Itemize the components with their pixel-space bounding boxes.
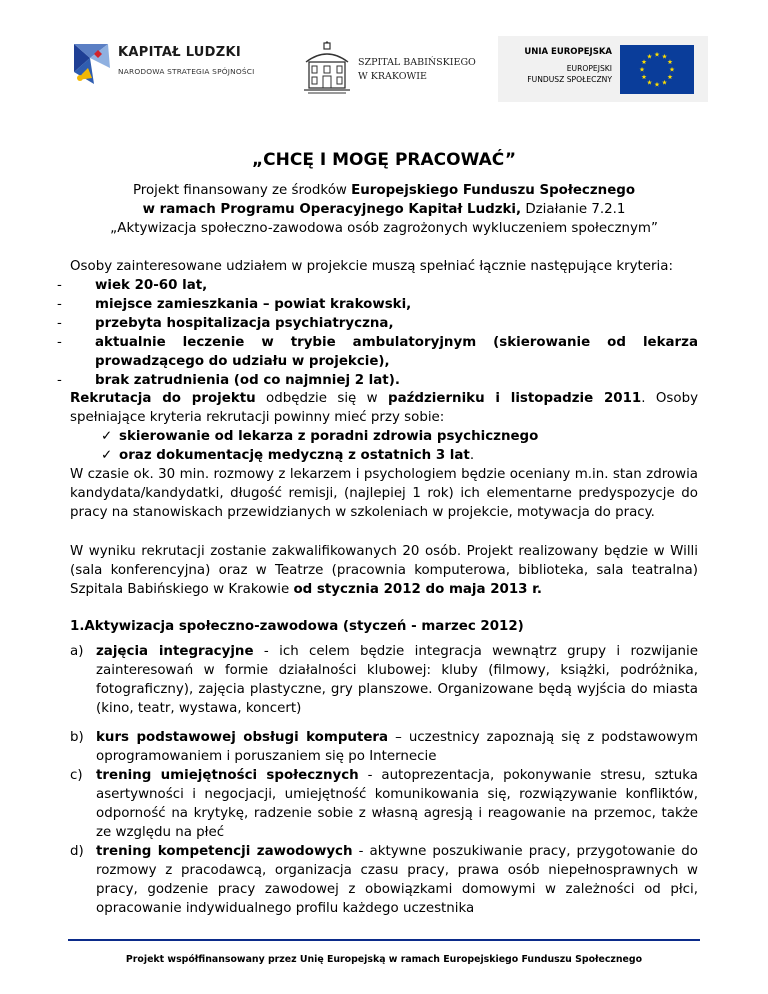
kapital-ludzki-logo: [68, 38, 268, 88]
header: [0, 0, 768, 125]
eu-star-icon: [642, 59, 647, 64]
recruitment-text-2: . Osoby spełniające kryteria rekrutacji powinny mieć przy sobie:: [70, 391, 698, 425]
check-icon: ✓: [101, 429, 113, 444]
activity-title: kurs podstawowej obsługi komputera: [96, 730, 389, 745]
eu-star-icon: [668, 74, 673, 79]
hospital-logo: [300, 40, 490, 100]
hospital-name-line1: SZPITAL BABIŃSKIEGO: [358, 57, 476, 68]
criteria-item-text: aktualnie leczenie w trybie ambulatoryjnym (skierowanie od lekarza prowadzącego do udziału w projekcie),: [95, 335, 698, 369]
check-icon: ✓: [101, 448, 113, 463]
criteria-item: [57, 276, 698, 295]
check-item: [70, 446, 698, 465]
eu-star-icon: [662, 80, 667, 85]
intro-program: w ramach Programu Operacyjnego Kapitał Ludzki,: [142, 202, 522, 217]
intro-subtitle: „Aktywizacja społeczno-zawodowa osób zagrożonych wykluczeniem społecznym”: [110, 221, 658, 236]
criteria-list: [57, 276, 698, 390]
check-item-text: skierowanie od lekarza z poradni zdrowia psychicznego: [119, 429, 539, 444]
check-item: [70, 427, 698, 446]
intro-text: Projekt finansowany ze środków: [132, 183, 352, 198]
eu-star-icon: [668, 59, 673, 64]
activity-letter: d): [70, 844, 84, 859]
section-1-list: [70, 642, 698, 918]
eu-star-icon: [640, 67, 645, 72]
hospital-name-line2: W KRAKOWIE: [358, 71, 427, 82]
activity-description: - autoprezentacja, pokonywanie stresu, sztuka asertywności i negocjacji, umiejętność komunikowania się, rozwiązywanie konfliktów, odporność na krytykę, radzenie sobie z własną agresją i reagowanie na przemoc, także ze względu na płeć: [96, 768, 698, 840]
criteria-item: [57, 333, 698, 371]
eu-star-icon: [662, 54, 667, 59]
recruitment-label: Rekrutacja do projektu: [70, 391, 256, 406]
eu-star-icon: [670, 67, 675, 72]
eu-logo: [498, 36, 708, 102]
dash-bullet: -: [57, 373, 62, 388]
interview-paragraph: W czasie ok. 30 min. rozmowy z lekarzem i psychologiem będzie oceniany m.in. stan zdrowia kandydata/kandydatki, długość remisji, (najlepiej 1 rok) ich elementarne predyspozycje do pracy na stanowiskach przewidzianych w szkoleniach w projekcie, motywacja do pracy.: [70, 467, 698, 520]
kapital-ludzki-emblem-icon: [68, 38, 114, 88]
intro-fund: Europejskiego Funduszu Społecznego: [351, 183, 636, 198]
activity-item: [70, 728, 698, 766]
qualification-text: W wyniku rekrutacji zostanie zakwalifikowanych 20 osób. Projekt realizowany będzie w Willi (sala konferencyjna) oraz w Teatrze (pracownia komputerowa, biblioteka, sala teatralna) Szpitala Babińskiego w Krakowie: [70, 544, 698, 597]
activity-title: trening umiejętności społecznych: [96, 768, 359, 783]
eu-star-icon: [647, 54, 652, 59]
qualification-section: [70, 542, 698, 599]
check-item-text: oraz dokumentację medyczną z ostatnich 3 lat: [119, 448, 470, 463]
intro-action: Działanie 7.2.1: [521, 202, 626, 217]
criteria-section: [57, 257, 698, 390]
criteria-item: [57, 295, 698, 314]
recruitment-dates: październiku i listopadzie 2011: [387, 391, 642, 406]
hospital-building-icon: [300, 40, 354, 100]
activity-letter: b): [70, 730, 84, 745]
eu-logo-line2: EUROPEJSKI: [566, 64, 612, 73]
eu-logo-line3: FUNDUSZ SPOŁECZNY: [527, 75, 612, 84]
activity-item: [70, 642, 698, 718]
activity-description: - aktywne poszukiwanie pracy, przygotowanie do rozmowy z pracodawcą, organizacja czasu pracy, prawa osób niepełnosprawnych w pracy, godzenie pracy zawodowej z obowiązkami domowymi w zależności od płci, opracowanie indywidualnego profilu każdego uczestnika: [96, 844, 698, 916]
recruitment-text: odbędzie się w: [255, 391, 388, 406]
activity-letter: c): [70, 768, 83, 783]
dash-bullet: -: [57, 335, 62, 350]
project-intro: [70, 181, 698, 238]
eu-flag: [620, 45, 694, 94]
criteria-item: [57, 371, 698, 390]
eu-star-icon: [655, 82, 660, 87]
activity-item: [70, 842, 698, 918]
criteria-item: [57, 314, 698, 333]
activity-description: – uczestnicy zapoznają się z podstawowym oprogramowaniem i poruszaniem się po Internecie: [96, 730, 698, 764]
check-item-suffix: .: [469, 448, 475, 463]
eu-logo-subtitle: [527, 63, 612, 85]
eu-stars-icon: [620, 45, 694, 94]
kapital-ludzki-subtitle: NARODOWA STRATEGIA SPÓJNOŚCI: [118, 67, 255, 76]
activity-letter: a): [70, 644, 84, 659]
criteria-item-text: miejsce zamieszkania – powiat krakowski,: [95, 297, 412, 312]
section-1: [70, 617, 698, 918]
activity-title: trening kompetencji zawodowych: [96, 844, 353, 859]
footer-divider: [68, 939, 700, 941]
hospital-name: [358, 56, 476, 84]
dash-bullet: -: [57, 316, 62, 331]
section-1-heading: 1.Aktywizacja społeczno-zawodowa (styczeń - marzec 2012): [70, 619, 524, 634]
criteria-lead: Osoby zainteresowane udziałem w projekcie muszą spełniać łącznie następujące kryteria:: [70, 259, 673, 274]
footer-text: Projekt współfinansowany przez Unię Europejską w ramach Europejskiego Funduszu Społecznego: [125, 954, 643, 965]
page-title: „CHCĘ I MOGĘ PRACOWAĆ”: [251, 150, 517, 170]
dash-bullet: -: [57, 297, 62, 312]
activity-title: zajęcia integracyjne: [96, 644, 254, 659]
eu-star-icon: [642, 74, 647, 79]
eu-logo-title: UNIA EUROPEJSKA: [524, 47, 612, 57]
activity-item: [70, 766, 698, 842]
criteria-item-text: przebyta hospitalizacja psychiatryczna,: [95, 316, 394, 331]
eu-star-icon: [647, 80, 652, 85]
recruitment-section: [70, 389, 698, 522]
criteria-item-text: wiek 20-60 lat,: [95, 278, 208, 293]
qualification-period: od stycznia 2012 do maja 2013 r.: [293, 582, 542, 597]
activity-description: - ich celem będzie integracja wewnątrz grupy i rozwijanie zainteresowań w formie działalności klubowej: kluby (filmowy, książki, podróżnika, fotograficzny), zajęcia plastyczne, gry planszowe. Organizowane będą wyjścia do miasta (kino, teatr, wystawa, koncert): [96, 644, 698, 716]
kapital-ludzki-title: KAPITAŁ LUDZKI: [118, 45, 241, 60]
criteria-item-text: brak zatrudnienia (od co najmniej 2 lat).: [95, 373, 400, 388]
eu-star-icon: [655, 52, 660, 57]
dash-bullet: -: [57, 278, 62, 293]
